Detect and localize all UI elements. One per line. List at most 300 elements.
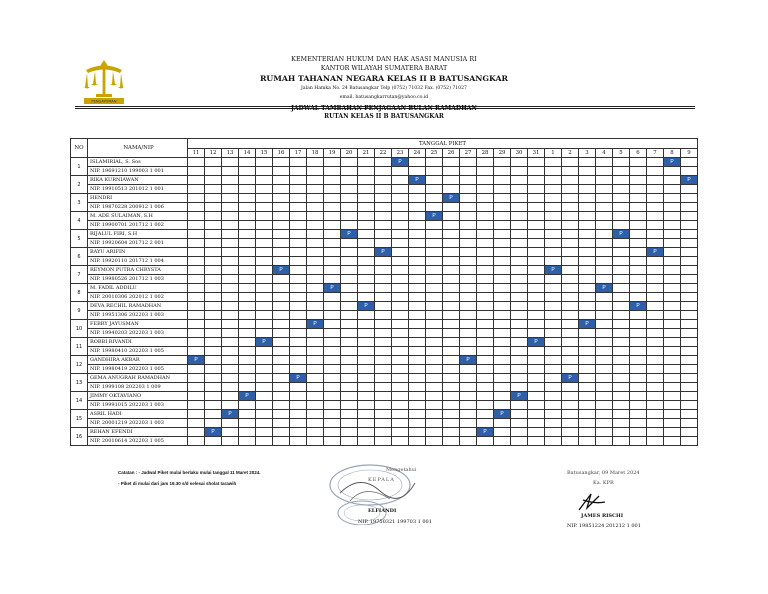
- officer-nip: NIP. 20010614 202203 1 005: [88, 437, 188, 446]
- schedule-cell: [613, 428, 630, 437]
- schedule-cell: [647, 203, 664, 212]
- schedule-cell: [426, 275, 443, 284]
- schedule-cell: [205, 401, 222, 410]
- schedule-cell: [477, 185, 494, 194]
- schedule-cell: [443, 221, 460, 230]
- schedule-cell: [681, 320, 698, 329]
- schedule-cell: [290, 230, 307, 239]
- row-number: 9: [71, 302, 88, 320]
- officer-name: ROBBI RIVANDI: [88, 338, 188, 347]
- schedule-cell: [273, 239, 290, 248]
- officer-nip: NIP. 20001219 202203 1 003: [88, 419, 188, 428]
- schedule-cell: [545, 239, 562, 248]
- schedule-cell: [290, 257, 307, 266]
- schedule-cell: [579, 374, 596, 383]
- table-row: [71, 329, 698, 338]
- schedule-cell: [613, 419, 630, 428]
- duty-mark: P: [443, 194, 460, 203]
- schedule-cell: [222, 248, 239, 257]
- schedule-cell: [290, 266, 307, 275]
- schedule-cell: [647, 230, 664, 239]
- schedule-cell: [256, 392, 273, 401]
- schedule-cell: [375, 419, 392, 428]
- schedule-cell: [528, 428, 545, 437]
- schedule-cell: [545, 383, 562, 392]
- schedule-cell: [528, 356, 545, 365]
- schedule-cell: [477, 311, 494, 320]
- schedule-cell: [273, 293, 290, 302]
- schedule-cell: [647, 356, 664, 365]
- schedule-cell: [460, 311, 477, 320]
- schedule-cell: [494, 338, 511, 347]
- schedule-cell: [256, 356, 273, 365]
- schedule-cell: [613, 221, 630, 230]
- schedule-cell: [647, 293, 664, 302]
- schedule-cell: [307, 365, 324, 374]
- schedule-cell: [256, 194, 273, 203]
- schedule-cell: [596, 221, 613, 230]
- schedule-cell: [613, 203, 630, 212]
- schedule-cell: [545, 167, 562, 176]
- schedule-cell: [256, 347, 273, 356]
- schedule-cell: [341, 248, 358, 257]
- duty-mark: P: [375, 248, 392, 257]
- schedule-cell: [188, 329, 205, 338]
- schedule-cell: [256, 320, 273, 329]
- schedule-cell: [664, 383, 681, 392]
- header-dates: TANGGAL PIKET: [188, 139, 698, 149]
- schedule-cell: [239, 374, 256, 383]
- officer-nip: NIP. 19900701 201712 1 002: [88, 221, 188, 230]
- duty-mark: P: [188, 356, 205, 365]
- schedule-cell: [341, 401, 358, 410]
- schedule-cell: [273, 311, 290, 320]
- schedule-cell: [511, 284, 528, 293]
- schedule-cell: [188, 266, 205, 275]
- schedule-cell: [239, 266, 256, 275]
- schedule-cell: [494, 284, 511, 293]
- schedule-cell: [375, 293, 392, 302]
- schedule-cell: [358, 320, 375, 329]
- schedule-cell: [222, 374, 239, 383]
- schedule-cell: [664, 266, 681, 275]
- schedule-cell: [273, 419, 290, 428]
- duty-mark: P: [205, 428, 222, 437]
- schedule-cell: [647, 437, 664, 446]
- schedule-cell: [613, 257, 630, 266]
- schedule-cell: [205, 293, 222, 302]
- schedule-cell: [562, 167, 579, 176]
- schedule-cell: [307, 311, 324, 320]
- officer-name: FEBRY JAYUSMAN: [88, 320, 188, 329]
- duty-mark: P: [579, 320, 596, 329]
- schedule-cell: [290, 365, 307, 374]
- schedule-cell: [613, 347, 630, 356]
- schedule-cell: [188, 320, 205, 329]
- schedule-cell: [188, 203, 205, 212]
- schedule-cell: [409, 167, 426, 176]
- schedule-cell: [528, 383, 545, 392]
- schedule-cell: [477, 194, 494, 203]
- schedule-cell: [205, 230, 222, 239]
- schedule-cell: [596, 239, 613, 248]
- schedule-cell: [562, 293, 579, 302]
- schedule-cell: [426, 392, 443, 401]
- schedule-cell: [205, 194, 222, 203]
- schedule-cell: [307, 257, 324, 266]
- schedule-cell: [341, 185, 358, 194]
- email-line: email. batusangkarrutan@yahoo.co.id: [339, 95, 429, 100]
- schedule-cell: [324, 248, 341, 257]
- schedule-cell: [562, 176, 579, 185]
- schedule-cell: [596, 428, 613, 437]
- schedule-cell: [460, 410, 477, 419]
- schedule-cell: [443, 167, 460, 176]
- schedule-cell: [477, 329, 494, 338]
- institution-name: RUMAH TAHANAN NEGARA KELAS II B BATUSANGKAR: [259, 74, 509, 83]
- schedule-cell: [460, 257, 477, 266]
- row-number: 2: [71, 176, 88, 194]
- schedule-cell: [528, 275, 545, 284]
- table-row: [71, 311, 698, 320]
- schedule-cell: [647, 410, 664, 419]
- schedule-cell: [613, 437, 630, 446]
- schedule-cell: [239, 437, 256, 446]
- schedule-cell: [239, 257, 256, 266]
- schedule-cell: [528, 221, 545, 230]
- schedule-cell: [392, 338, 409, 347]
- duty-mark: P: [647, 248, 664, 257]
- schedule-cell: [324, 338, 341, 347]
- schedule-cell: [630, 437, 647, 446]
- date-header: 27: [460, 149, 477, 158]
- schedule-cell: [273, 347, 290, 356]
- schedule-cell: [256, 311, 273, 320]
- schedule-cell: [528, 311, 545, 320]
- schedule-cell: [290, 284, 307, 293]
- schedule-cell: [290, 356, 307, 365]
- schedule-cell: [409, 392, 426, 401]
- right-signer-nip: NIP. 19851224 201212 1 001: [567, 523, 641, 529]
- officer-name: BAYU ARIFIN: [88, 248, 188, 257]
- schedule-cell: [443, 230, 460, 239]
- schedule-cell: [664, 284, 681, 293]
- schedule-cell: [290, 248, 307, 257]
- schedule-cell: [239, 284, 256, 293]
- schedule-cell: [545, 158, 562, 167]
- schedule-cell: [477, 401, 494, 410]
- schedule-cell: [188, 293, 205, 302]
- schedule-cell: [681, 266, 698, 275]
- schedule-cell: [188, 185, 205, 194]
- schedule-cell: [222, 311, 239, 320]
- schedule-cell: [613, 410, 630, 419]
- schedule-cell: [443, 266, 460, 275]
- schedule-cell: [613, 392, 630, 401]
- schedule-cell: [375, 158, 392, 167]
- schedule-cell: [562, 266, 579, 275]
- schedule-cell: [358, 194, 375, 203]
- schedule-cell: [375, 221, 392, 230]
- schedule-cell: [443, 374, 460, 383]
- date-header: 11: [188, 149, 205, 158]
- schedule-cell: [460, 392, 477, 401]
- table-row: [71, 284, 698, 293]
- schedule-cell: [613, 302, 630, 311]
- schedule-cell: [239, 212, 256, 221]
- schedule-cell: [256, 176, 273, 185]
- schedule-cell: [222, 275, 239, 284]
- schedule-cell: [477, 302, 494, 311]
- schedule-cell: [596, 419, 613, 428]
- schedule-cell: [409, 419, 426, 428]
- schedule-cell: [562, 347, 579, 356]
- schedule-cell: [647, 302, 664, 311]
- schedule-cell: [528, 257, 545, 266]
- schedule-cell: [375, 302, 392, 311]
- schedule-cell: [341, 347, 358, 356]
- schedule-cell: [630, 221, 647, 230]
- schedule-cell: [375, 176, 392, 185]
- schedule-cell: [426, 257, 443, 266]
- table-row: [71, 347, 698, 356]
- schedule-cell: [358, 221, 375, 230]
- schedule-cell: [205, 383, 222, 392]
- schedule-cell: [443, 203, 460, 212]
- schedule-cell: [664, 356, 681, 365]
- officer-name: M. FADIL ADDILU: [88, 284, 188, 293]
- officer-nip: NIP. 19920604 201712 2 001: [88, 239, 188, 248]
- schedule-cell: [443, 302, 460, 311]
- schedule-cell: [358, 338, 375, 347]
- schedule-cell: [341, 392, 358, 401]
- table-row: [71, 176, 698, 185]
- schedule-cell: [511, 302, 528, 311]
- date-header: 23: [392, 149, 409, 158]
- schedule-cell: [239, 230, 256, 239]
- duty-mark: P: [681, 176, 698, 185]
- schedule-cell: [630, 311, 647, 320]
- schedule-cell: [188, 239, 205, 248]
- schedule-cell: [239, 401, 256, 410]
- schedule-cell: [375, 437, 392, 446]
- schedule-cell: [477, 275, 494, 284]
- schedule-cell: [681, 293, 698, 302]
- schedule-cell: [511, 158, 528, 167]
- schedule-cell: [630, 194, 647, 203]
- date-header: 26: [443, 149, 460, 158]
- schedule-cell: [545, 311, 562, 320]
- table-row: [71, 167, 698, 176]
- schedule-cell: [341, 176, 358, 185]
- schedule-cell: [664, 347, 681, 356]
- document-title: [0, 105, 768, 121]
- schedule-cell: [511, 329, 528, 338]
- schedule-cell: [494, 437, 511, 446]
- schedule-cell: [307, 284, 324, 293]
- header-no: NO: [71, 139, 88, 158]
- schedule-cell: [443, 329, 460, 338]
- table-row: [71, 212, 698, 221]
- schedule-cell: [273, 437, 290, 446]
- schedule-cell: [443, 293, 460, 302]
- schedule-cell: [222, 383, 239, 392]
- row-number: 1: [71, 158, 88, 176]
- schedule-cell: [647, 284, 664, 293]
- schedule-cell: [596, 266, 613, 275]
- schedule-cell: [630, 401, 647, 410]
- schedule-cell: [545, 212, 562, 221]
- schedule-cell: [341, 203, 358, 212]
- schedule-cell: [375, 338, 392, 347]
- schedule-cell: [392, 401, 409, 410]
- schedule-cell: [307, 230, 324, 239]
- schedule-cell: [222, 194, 239, 203]
- table-row: [71, 239, 698, 248]
- schedule-cell: [239, 221, 256, 230]
- schedule-cell: [409, 284, 426, 293]
- schedule-cell: [477, 392, 494, 401]
- schedule-cell: [256, 329, 273, 338]
- duty-mark: P: [341, 230, 358, 239]
- schedule-cell: [205, 392, 222, 401]
- schedule-cell: [358, 374, 375, 383]
- schedule-cell: [528, 266, 545, 275]
- schedule-cell: [392, 293, 409, 302]
- schedule-cell: [579, 194, 596, 203]
- schedule-cell: [596, 185, 613, 194]
- schedule-cell: [324, 257, 341, 266]
- schedule-cell: [528, 239, 545, 248]
- schedule-cell: [341, 212, 358, 221]
- schedule-cell: [511, 257, 528, 266]
- schedule-cell: [375, 203, 392, 212]
- schedule-cell: [596, 194, 613, 203]
- schedule-cell: [460, 158, 477, 167]
- table-row: [71, 257, 698, 266]
- officer-nip: NIP. 19991015 202203 1 003: [88, 401, 188, 410]
- schedule-cell: [239, 194, 256, 203]
- schedule-cell: [494, 356, 511, 365]
- schedule-cell: [375, 230, 392, 239]
- schedule-cell: [409, 221, 426, 230]
- schedule-cell: [528, 248, 545, 257]
- duty-mark: P: [409, 176, 426, 185]
- schedule-cell: [358, 401, 375, 410]
- schedule-cell: [409, 356, 426, 365]
- schedule-cell: [596, 212, 613, 221]
- schedule-cell: [409, 158, 426, 167]
- schedule-cell: [239, 302, 256, 311]
- schedule-cell: [205, 347, 222, 356]
- schedule-cell: [596, 158, 613, 167]
- schedule-cell: [630, 248, 647, 257]
- schedule-cell: [494, 212, 511, 221]
- schedule-cell: [579, 338, 596, 347]
- schedule-cell: [647, 338, 664, 347]
- schedule-cell: [290, 239, 307, 248]
- row-number: 13: [71, 374, 88, 392]
- schedule-cell: [409, 428, 426, 437]
- schedule-cell: [392, 221, 409, 230]
- duty-mark: P: [596, 284, 613, 293]
- duty-mark: P: [460, 356, 477, 365]
- schedule-cell: [324, 167, 341, 176]
- schedule-cell: [443, 176, 460, 185]
- schedule-cell: [630, 365, 647, 374]
- schedule-cell: [341, 194, 358, 203]
- row-number: 12: [71, 356, 88, 374]
- date-header: 19: [324, 149, 341, 158]
- schedule-cell: [188, 257, 205, 266]
- schedule-cell: [409, 239, 426, 248]
- schedule-cell: [562, 419, 579, 428]
- schedule-cell: [443, 185, 460, 194]
- duty-mark: P: [511, 392, 528, 401]
- schedule-cell: [579, 158, 596, 167]
- schedule-cell: [307, 338, 324, 347]
- schedule-cell: [273, 203, 290, 212]
- schedule-cell: [460, 194, 477, 203]
- schedule-cell: [647, 167, 664, 176]
- table-row: [71, 275, 698, 284]
- schedule-cell: [613, 383, 630, 392]
- schedule-cell: [409, 347, 426, 356]
- schedule-cell: [358, 257, 375, 266]
- schedule-cell: [239, 428, 256, 437]
- schedule-cell: [426, 320, 443, 329]
- schedule-cell: [426, 248, 443, 257]
- schedule-cell: [443, 311, 460, 320]
- schedule-cell: [256, 239, 273, 248]
- schedule-cell: [613, 185, 630, 194]
- schedule-cell: [409, 410, 426, 419]
- schedule-cell: [409, 374, 426, 383]
- date-header: 1: [545, 149, 562, 158]
- schedule-cell: [528, 203, 545, 212]
- schedule-cell: [426, 302, 443, 311]
- schedule-cell: [392, 194, 409, 203]
- schedule-cell: [392, 248, 409, 257]
- schedule-cell: [562, 275, 579, 284]
- schedule-cell: [324, 410, 341, 419]
- schedule-cell: [630, 257, 647, 266]
- schedule-cell: [460, 293, 477, 302]
- schedule-cell: [630, 167, 647, 176]
- schedule-cell: [392, 365, 409, 374]
- table-row: [71, 365, 698, 374]
- schedule-cell: [460, 437, 477, 446]
- schedule-cell: [681, 248, 698, 257]
- schedule-cell: [256, 275, 273, 284]
- schedule-cell: [647, 401, 664, 410]
- schedule-cell: [647, 419, 664, 428]
- schedule-cell: [494, 293, 511, 302]
- duty-mark: P: [222, 410, 239, 419]
- schedule-cell: [494, 266, 511, 275]
- schedule-cell: [596, 248, 613, 257]
- table-row: [71, 374, 698, 383]
- schedule-cell: [596, 320, 613, 329]
- schedule-cell: [596, 167, 613, 176]
- schedule-cell: [545, 374, 562, 383]
- row-number: 16: [71, 428, 88, 446]
- schedule-cell: [494, 248, 511, 257]
- schedule-cell: [426, 374, 443, 383]
- schedule-cell: [562, 365, 579, 374]
- schedule-cell: [358, 365, 375, 374]
- schedule-cell: [630, 293, 647, 302]
